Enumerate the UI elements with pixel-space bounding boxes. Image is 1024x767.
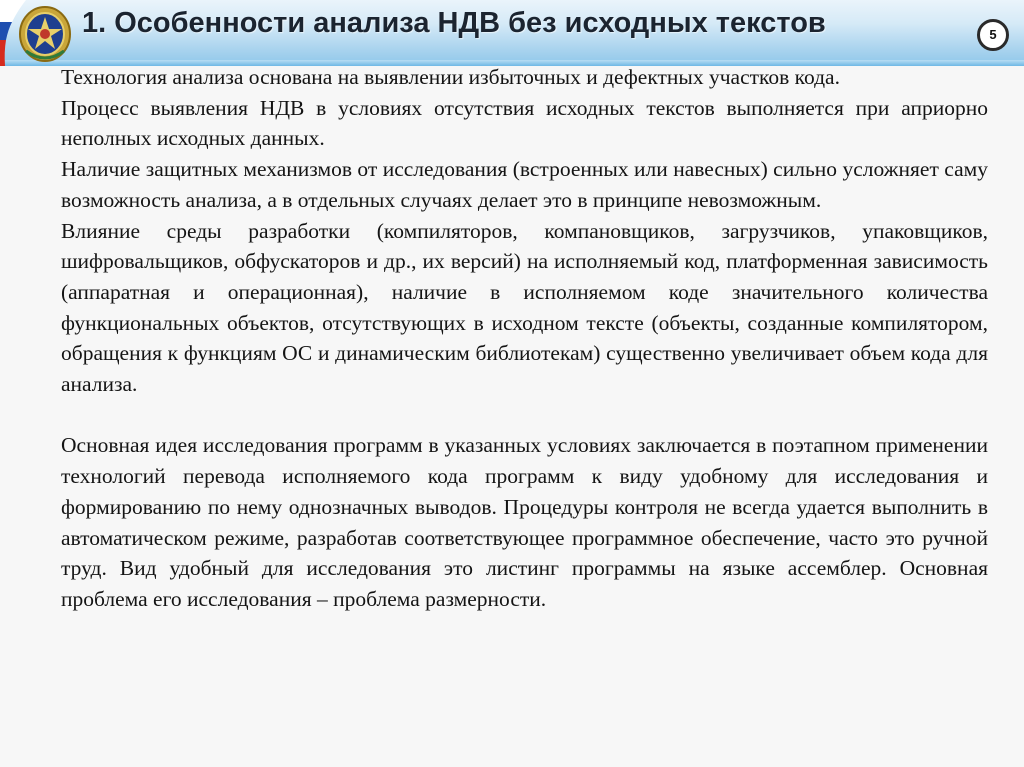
paragraph-process: Процесс выявления НДВ в условиях отсутствия исходных текстов выполняется при априорно неполных исходных данных.	[61, 95, 988, 151]
paragraph-environment: Влияние среды разработки (компиляторов, компановщиков, загрузчиков, упаковщиков, шифровальщиков, обфускаторов и др., их версий) на исполняемый код, платформенная зависимость (аппаратная и операционная), наличие в исполняемом коде значительного количества функциональных объектов, отсутствующих в исходном тексте (объекты, созданные компилятором, обращения к функциям ОС и динамическим библиотекам) существенно увеличивает объем кода для анализа.	[61, 218, 988, 397]
paragraph-main-idea: Основная идея исследования программ в указанных условиях заключается в поэтапном применении технологий перевода исполняемого кода программ к виду удобному для исследования и формированию по нему однозначных выводов. Процедуры контроля не всегда удается выполнить в автоматическом режиме, разработав соответствующее программное обеспечение, часто это ручной труд. Вид удобный для исследования это листинг программы на языке ассемблер. Основная проблема его исследования – проблема размерности.	[61, 433, 988, 611]
paragraph-technology: Технология анализа основана на выявлении избыточных и дефектных участков кода.	[61, 65, 840, 89]
slide-title: 1. Особенности анализа НДВ без исходных текстов	[82, 7, 826, 39]
slide-header	[0, 0, 1024, 66]
paragraph-protection: Наличие защитных механизмов от исследования (встроенных или навесных) сильно усложняет саму возможность анализа, а в отдельных случаях делает это в принципе невозможным.	[61, 157, 988, 212]
military-emblem-icon	[18, 5, 72, 63]
page-number-badge: 5	[977, 19, 1009, 51]
slide-body	[61, 62, 988, 615]
